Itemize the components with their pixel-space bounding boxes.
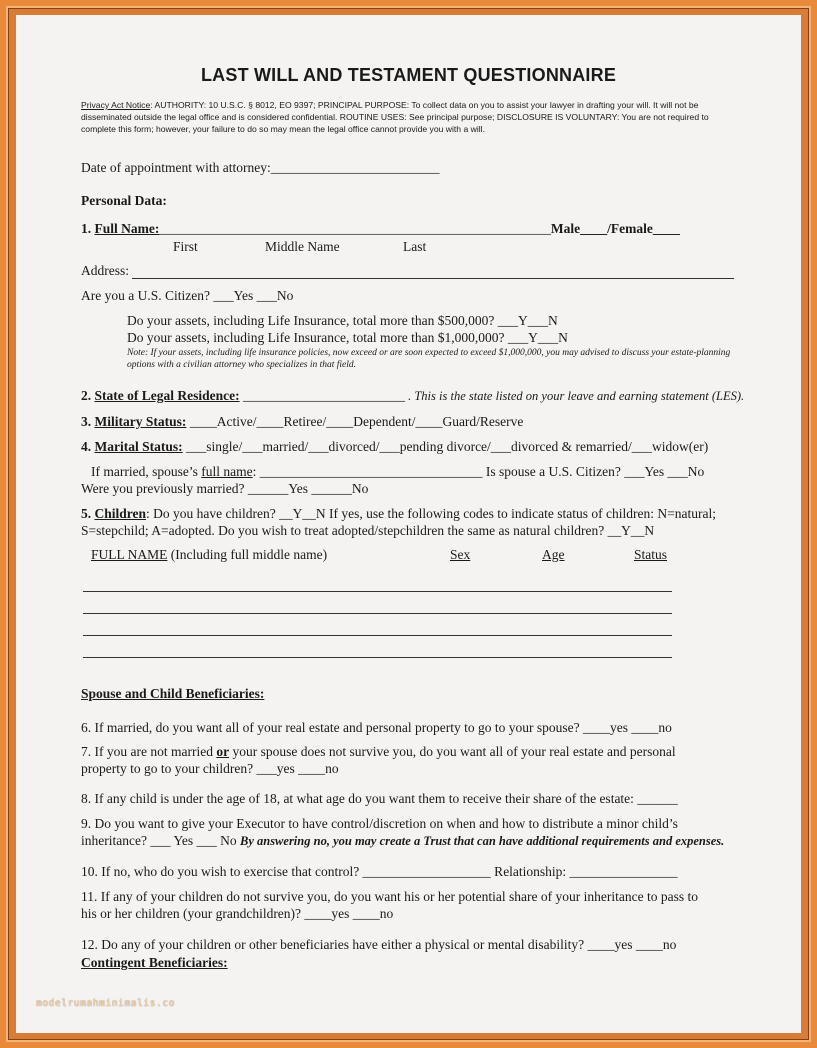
- children-codes-text[interactable]: : Do you have children? __Y__N If yes, use the following codes to indicate status of children: N=natural;: [146, 506, 716, 521]
- privacy-notice-label: Privacy Act Notice: [81, 100, 151, 110]
- assets-note: Note: If your assets, including life insurance policies, now exceed or are soon expected to exceed $1,000,000, you may advised to discuss your estate-planning options with a civilian attorney who specializes in that field.: [127, 348, 731, 370]
- q11-answer[interactable]: his or her children (your grandchildren)? ____yes ____no: [81, 906, 394, 921]
- gender-field[interactable]: Male____/Female____: [550, 221, 680, 236]
- spouse-name-prefix: If married, spouse’s: [91, 464, 202, 479]
- legal-residence-label: State of Legal Residence:: [94, 388, 240, 403]
- address-field[interactable]: [132, 278, 734, 279]
- first-name-caption: First: [173, 239, 198, 254]
- document-page: [16, 15, 801, 1033]
- privacy-notice-text: : AUTHORITY: 10 U.S.C. § 8012, EO 9397; PRINCIPAL PURPOSE: To collect data on you to assist your lawyer in drafting your will. It will not be disseminated outside the legal office and is considered confidential. ROUTINE USES: See principal purpose; DISCLOSURE IS VOLUNTARY: You are not required to complete this form; however, your failure to do so may mean the legal office cannot provide you with a will.: [81, 100, 709, 134]
- status-column-label: Status: [634, 547, 668, 562]
- q2-number: 2.: [81, 388, 92, 403]
- military-status-label: Military Status:: [94, 414, 187, 429]
- children-question: [81, 506, 716, 522]
- marital-status-label: Marital Status:: [94, 439, 183, 454]
- military-status-options[interactable]: ____Active/____Retiree/____Dependent/____Guard/Reserve: [186, 414, 524, 429]
- full-name-column-hint: (Including full middle name): [167, 547, 328, 562]
- child-entry-line[interactable]: [83, 657, 672, 658]
- q9-trust-note: By answering no, you may create a Trust that can have additional requirements and expenses.: [239, 834, 725, 848]
- q11-grandchildren: 11. If any of your children do not survive you, do you want his or her potential share of your inheritance to pass to: [81, 889, 698, 904]
- watermark-text: modelrumahminimalis.co: [36, 998, 176, 1009]
- last-name-caption: Last: [403, 239, 427, 254]
- legal-residence-field[interactable]: ________________________: [239, 388, 405, 403]
- spouse-name-question: [91, 464, 704, 480]
- contingent-beneficiaries-heading: Contingent Beneficiaries:: [81, 955, 228, 970]
- document-title: LAST WILL AND TESTAMENT QUESTIONNAIRE: [200, 65, 617, 85]
- sex-column-label: Sex: [450, 547, 471, 562]
- q9-yes-no[interactable]: inheritance? ___ Yes ___ No: [81, 833, 240, 848]
- previously-married-question[interactable]: Were you previously married? ______Yes ______No: [81, 481, 369, 496]
- marital-status-options[interactable]: ___single/___married/___divorced/___pending divorce/___divorced & remarried/___widow(er): [182, 439, 709, 454]
- children-table-header-name: [91, 547, 327, 563]
- q7-answer[interactable]: property to go to your children? ___yes ____no: [81, 761, 339, 776]
- q5-number: 5.: [81, 506, 92, 521]
- q3-number: 3.: [81, 414, 92, 429]
- q10-control-person[interactable]: 10. If no, who do you wish to exercise that control? ___________________ Relationship: ________________: [81, 864, 678, 879]
- full-name-label: Full Name:: [94, 221, 160, 236]
- spouse-name-field[interactable]: : _________________________________ Is spouse a U.S. Citizen? ___Yes ___No: [252, 464, 705, 479]
- q9-executor-discretion: 9. Do you want to give your Executor to have control/discretion on when and how to distribute a minor child’s: [81, 816, 678, 831]
- legal-residence-note: . This is the state listed on your leave and earning statement (LES).: [404, 389, 745, 403]
- full-name-field[interactable]: __________________________________________________________: [159, 221, 551, 236]
- full-name-question: [81, 221, 680, 237]
- q1-number: 1.: [81, 221, 92, 236]
- appointment-date-field[interactable]: Date of appointment with attorney:_________________________: [81, 160, 440, 175]
- q9-answer: [81, 833, 724, 849]
- assets-1m-question[interactable]: Do your assets, including Life Insurance, total more than $1,000,000? ___Y___N: [127, 330, 568, 345]
- q12-disability[interactable]: 12. Do any of your children or other beneficiaries have either a physical or mental disability? ____yes ____no: [81, 937, 677, 952]
- children-label: Children: [94, 506, 147, 521]
- q7-text-end: your spouse does not survive you, do you want all of your real estate and personal: [229, 744, 676, 759]
- legal-residence-question: [81, 388, 744, 404]
- age-column-label: Age: [542, 547, 565, 562]
- q7-children-property: [81, 744, 676, 760]
- spouse-full-name-label: full name: [201, 464, 253, 479]
- full-name-column-label: FULL NAME: [91, 547, 168, 562]
- personal-data-heading: Personal Data:: [81, 193, 167, 208]
- us-citizen-question[interactable]: Are you a U.S. Citizen? ___Yes ___No: [81, 288, 294, 303]
- q7-text-start: 7. If you are not married: [81, 744, 217, 759]
- q8-age-of-distribution[interactable]: 8. If any child is under the age of 18, at what age do you want them to receive their share of the estate: ______: [81, 791, 678, 806]
- privacy-act-notice: [81, 99, 741, 135]
- q4-number: 4.: [81, 439, 92, 454]
- spouse-child-beneficiaries-heading: Spouse and Child Beneficiaries:: [81, 686, 265, 701]
- child-entry-line[interactable]: [83, 613, 672, 614]
- middle-name-caption: Middle Name: [265, 239, 340, 254]
- assets-500k-question[interactable]: Do your assets, including Life Insurance, total more than $500,000? ___Y___N: [127, 313, 558, 328]
- military-status-question: [81, 414, 523, 430]
- treat-stepchildren-question[interactable]: S=stepchild; A=adopted. Do you wish to treat adopted/stepchildren the same as natural children? __Y__N: [81, 523, 655, 538]
- child-entry-line[interactable]: [83, 635, 672, 636]
- q6-spouse-property[interactable]: 6. If married, do you want all of your real estate and personal property to go to your spouse? ____yes ____no: [81, 720, 672, 735]
- child-entry-line[interactable]: [83, 591, 672, 592]
- address-label: Address:: [81, 263, 129, 278]
- q7-or-emphasis: or: [216, 744, 230, 759]
- marital-status-question: [81, 439, 708, 455]
